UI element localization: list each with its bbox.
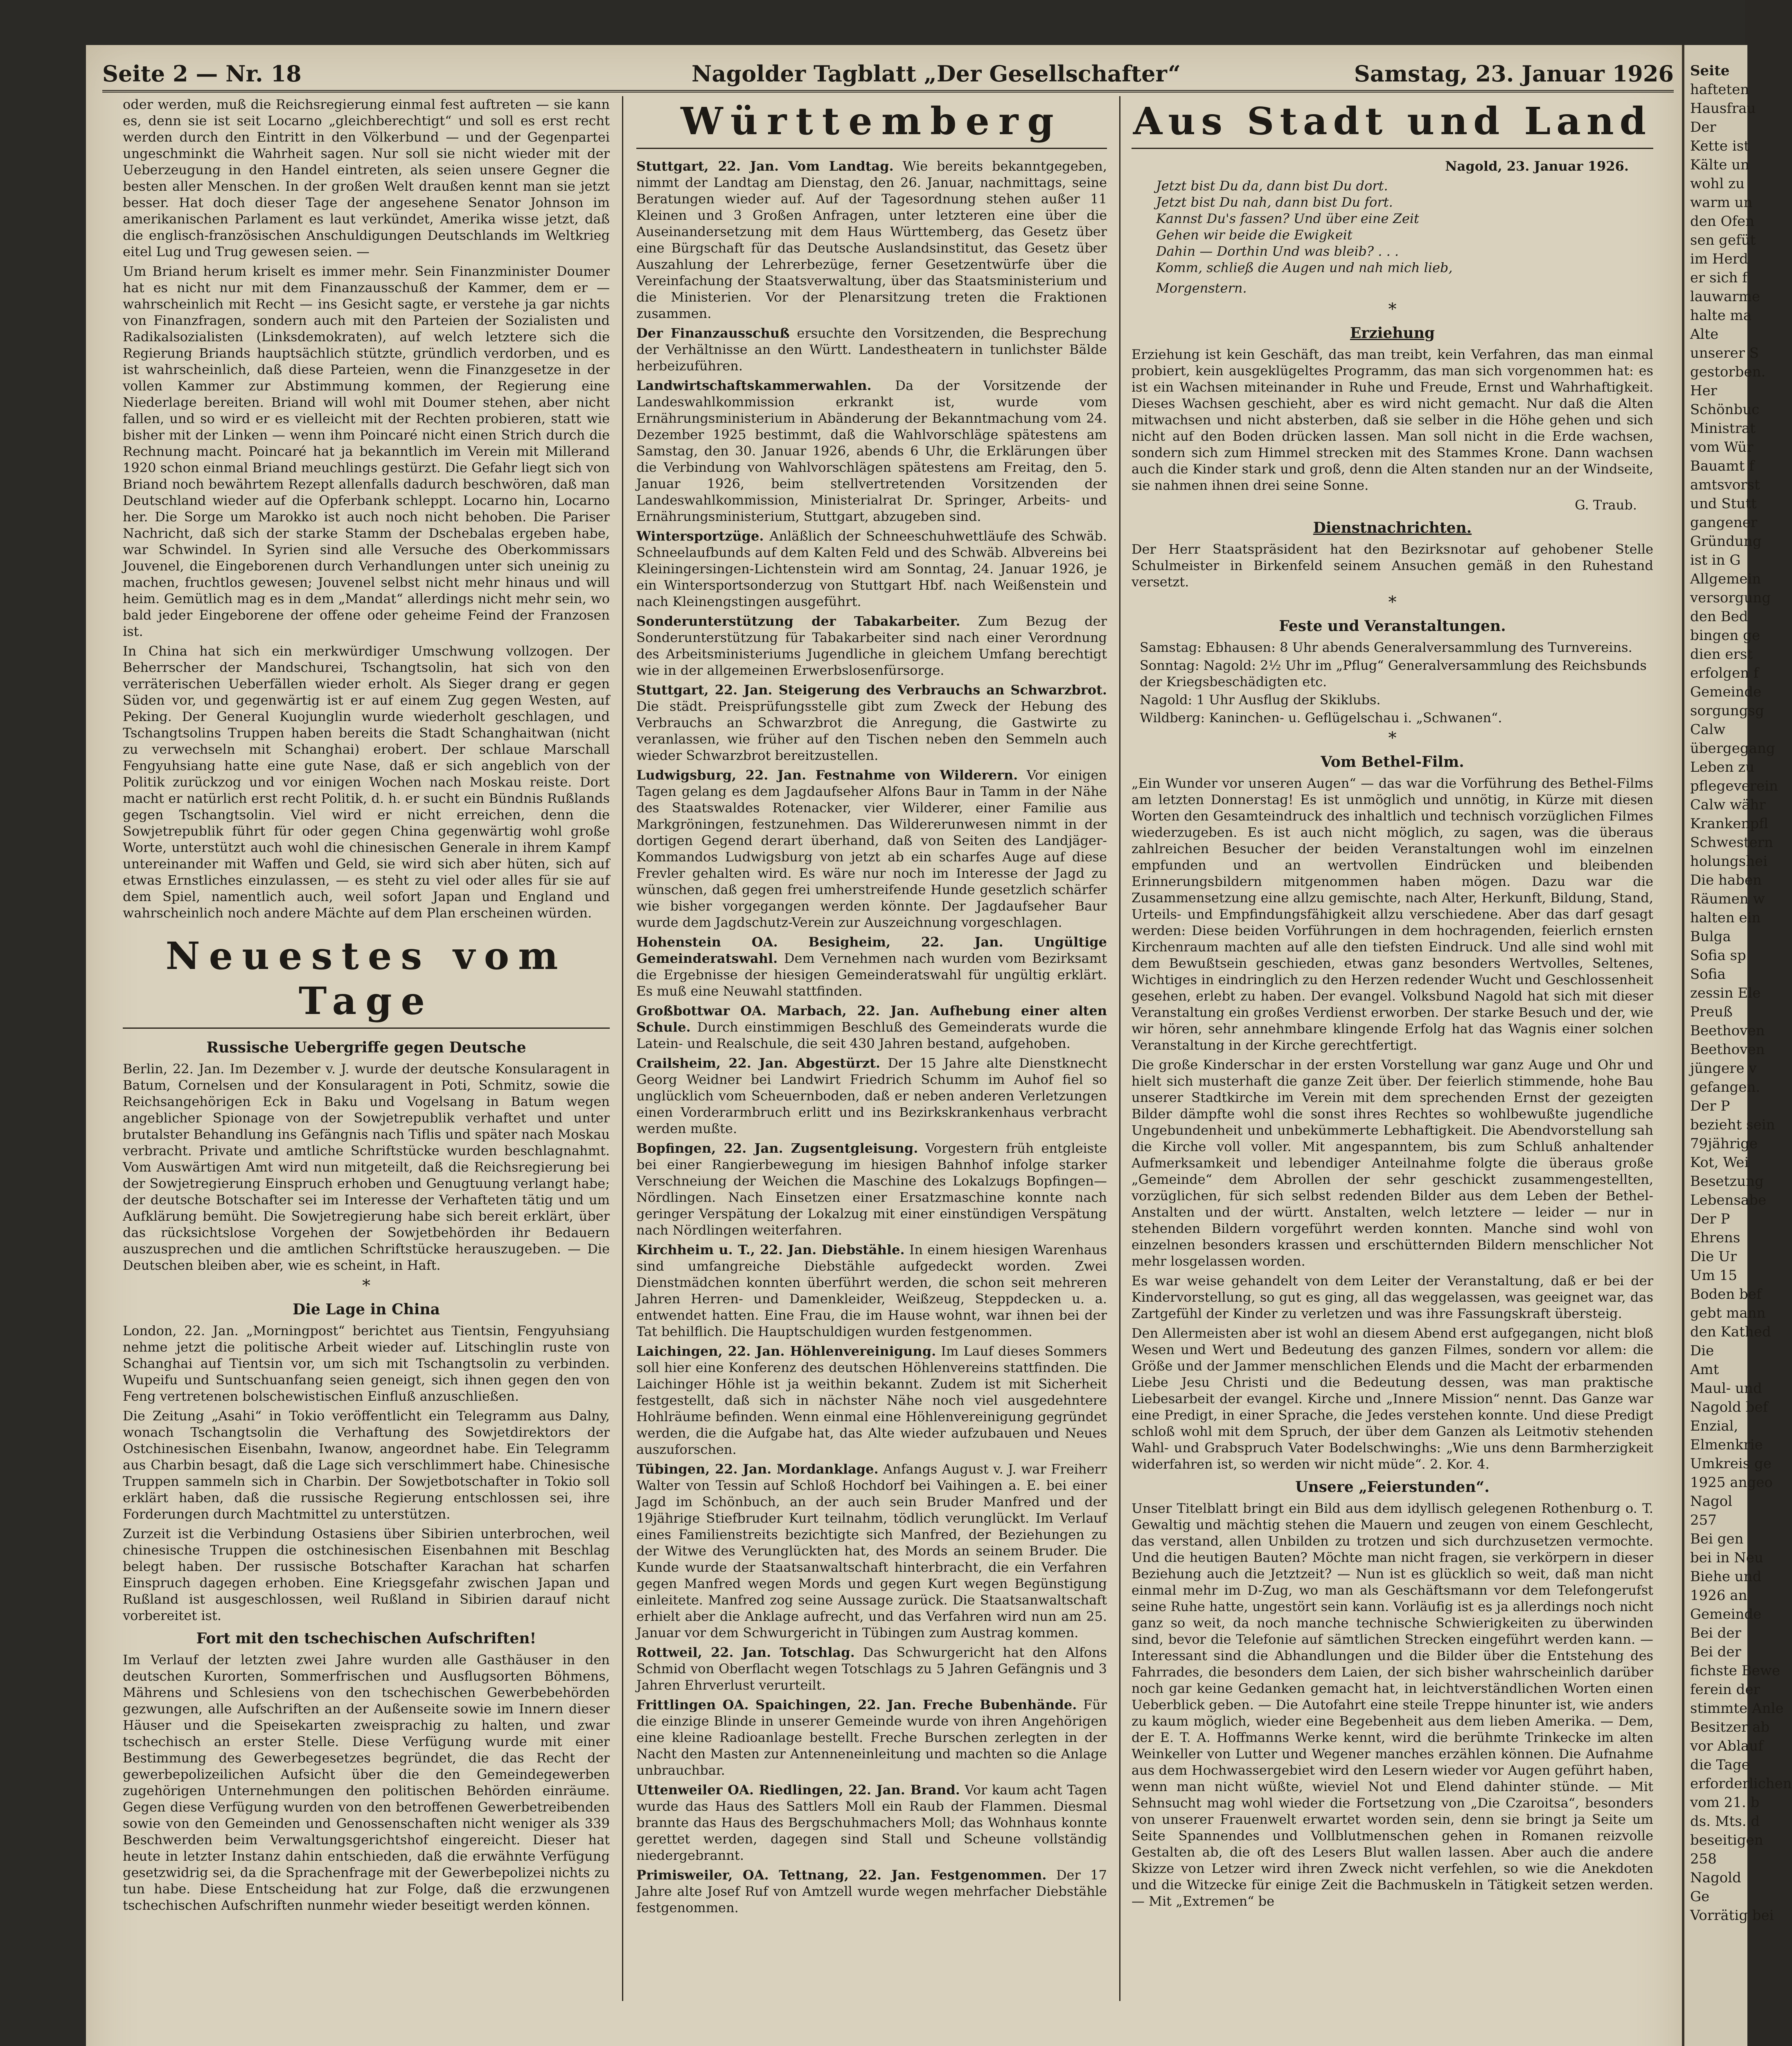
adjacent-page-fragment: den Ofen — [1690, 213, 1755, 230]
adjacent-page-fragment: versorgung — [1690, 590, 1771, 606]
adjacent-page-fragment: Allgemein — [1690, 571, 1761, 587]
news-item-text: Der 15 Jahre alte Dienstknecht Georg Weidner bei Landwirt Friedrich Schumm im Auhof fiel so unglücklich vom Scheuernboden, daß er neben anderen Verletzungen einen Vorderarmbruch erlitt und ins Bezirkskrankenhaus verbracht werden mußte. — [636, 1055, 1107, 1136]
news-item-dateline: Hohenstein OA. Besigheim, 22. Jan. Ungültige Gemeinderatswahl. — [636, 934, 1107, 966]
adjacent-page-fragment: Der — [1690, 119, 1716, 135]
article-russian — [123, 1061, 610, 1273]
adjacent-page-fragment: Räumen w — [1690, 891, 1765, 907]
news-item — [636, 613, 1107, 678]
news-item-dateline: Der Finanzausschuß — [636, 325, 790, 341]
news-item — [636, 1461, 1107, 1641]
adjacent-page-fragment: Alte — [1690, 326, 1719, 343]
adjacent-page-fragment: er sich f — [1690, 270, 1747, 286]
adjacent-page-fragment: halte ma — [1690, 307, 1752, 324]
news-item-text: Das Schwurgericht hat den Alfons Schmid von Oberflacht wegen Totschlags zu 5 Jahren Gefängnis und 3 Jahren Ehrverlust verurteilt. — [636, 1645, 1107, 1693]
adjacent-page-fragment: Bauamt f — [1690, 458, 1754, 474]
adjacent-page-fragment: im Herd — [1690, 251, 1748, 267]
event-item: Wildberg: Kaninchen- u. Geflügelschau i. „Schwanen“. — [1140, 710, 1502, 726]
separator-asterisk: * — [1388, 729, 1397, 748]
adjacent-page-fragment: Gründung — [1690, 533, 1762, 550]
issue-date: Samstag, 23. Januar 1926 — [1354, 61, 1674, 87]
article-paragraph: Zurzeit ist die Verbindung Ostasiens über Sibirien unterbrochen, weil chinesische Truppen die ostchinesischen Eisenbahnen mit Beschlag belegt haben. Der russische Botschafter Karachan hat scharfen Einspruch dagegen erhoben. Eine Kriegsgefahr zwischen Japan und Rußland ist ausgeschlossen, weil Rußland in Sibirien darauf nicht vorbereitet ist. — [123, 1526, 610, 1623]
adjacent-page-fragment: Bei der — [1690, 1625, 1741, 1641]
dateline: Nagold, 23. Januar 1926. — [1445, 158, 1629, 174]
news-item-text: Anläßlich der Schneeschuhwettläufe des Schwäb. Schneelaufbunds auf dem Kalten Feld und des Schwäb. Albvereins bei Kleiningersingen-Lichtenstein wird am Sonntag, 24. Januar 1926, je ein Wintersportsonderzug von Stuttgart Hbf. nach Weißenstein und nach Kleinengstingen ausgeführt. — [636, 528, 1107, 609]
news-item-text: Für die einzige Blinde in unserer Gemeinde wurde von ihren Angehörigen eine kleine Radioanlage bestellt. Freche Burschen zerlegten in der Nacht den Masten zur Antenneneinleitung und machten so die Anlage unbrauchbar. — [636, 1697, 1107, 1778]
news-item-dateline: Frittlingen OA. Spaichingen, 22. Jan. Freche Bubenhände. — [636, 1697, 1077, 1713]
adjacent-page-fragment: Besetzung — [1690, 1173, 1764, 1190]
news-item-text: Wie bereits bekanntgegeben, nimmt der Landtag am Dienstag, den 26. Januar, nachmittags, seine Beratungen wieder auf. Auf der Tagesordnung stehen außer 11 Kleinen und 3 Großen Anfragen, unter letzteren eine über die Auseinandersetzung mit dem Haus Württemberg, das Gesetz über eine Bürgschaft für das Deutsche Auslandsinstitut, das Gesetz über Auszahlung der Lehrerbezüge, ferner Gesetzentwürfe über die Vereinfachung der Staatsverwaltung, über das Staatsministerium und die Ministerien. Vor der Plenarsitzung treten die Fraktionen zusammen. — [636, 158, 1107, 321]
column-2 — [636, 96, 1107, 2001]
adjacent-page-fragment: Bulga — [1690, 928, 1731, 945]
news-item — [636, 1343, 1107, 1458]
adjacent-page-fragment: bei in Neu — [1690, 1550, 1763, 1566]
article-text: Unser Titelblatt bringt ein Bild aus dem idyllisch gelegenen Rothenburg o. T. Gewaltig und mächtig stehen die Mauern und zeugen von einem Geschlecht, das verstand, allen Unbilden zu trotzen und sich durchzusetzen vermochte. Und die heutigen Bauten? Möchte man nicht fragen, sie verkörpern in dieser Beziehung auch die Jetztzeit? — Nun ist es glücklich so weit, daß man nicht einmal mehr im D-Zug, wo man als Geschäftsmann vor dem Telefongerufst seine Ruhe hatte, ungestört sein kann. Vorläufig ist es ja allerdings noch nicht ganz so weit, da noch manche technische Schwierigkeiten zu überwinden sind, bevor die Telefonie auf sämtlichen Strecken eingeführt werden kann. — Interessant sind die Abhandlungen und die Bilder über die Entstehung des Fahrrades, die besonders dem Laien, der sich bisher wahrscheinlich darüber noch gar keine Gedanken gemacht hat, in leichtverständlichen Worten einen Ueberblick geben. — Die Autofahrt eine steile Treppe hinunter ist, wie anders zu kaum möglich, wieder eine Begebenheit aus dem lieben Amerika. — Dem, der E. T. A. Hoffmanns Werke kennt, wird die berühmte Trinkecke im alten Weinkeller von Lutter und Wegener manches erzählen können. Die Aufnahme aus dem Hochwassergebiet wird den Lesern wieder vor Augen geführt haben, wenn man nicht wüßte, wieviel Not und Elend dahinter stünde. — Mit Sehnsucht mag wohl wieder die Fortsetzung von „Die Czaroitsa“, besonders von unserer Frauenwelt erwartet worden sein, denn sie bringt ja Seite um Seite Spannendes und Vollblutmenschen gehen in Romanen reizvolle Gestalten ab, die oft des Lesers Blut wallen lassen. Aber auch die andere Skizze von Letzer wird ihren Zweck nicht verfehlen, so wie die Anekdoten und die Witzecke für einige Zeit die Bachmuskeln in Tätigkeit setzen werden. — Mit „Extremen“ be — [1132, 1501, 1653, 1909]
news-item — [636, 1697, 1107, 1778]
adjacent-page-fragment: Elmenkrie — [1690, 1437, 1763, 1453]
adjacent-page-fragment: Lebensabe — [1690, 1192, 1767, 1208]
adjacent-page-fragment: Die Ur — [1690, 1248, 1737, 1265]
news-item-text: Der 17 Jahre alte Josef Ruf von Amtzell wurde wegen mehrfacher Diebstähle festgenommen. — [636, 1867, 1107, 1915]
news-item — [636, 1867, 1107, 1916]
adjacent-page-fragment: pflegeverein — [1690, 778, 1778, 794]
adjacent-page-fragment: Gemeinde — [1690, 1606, 1762, 1622]
adjacent-page-fragment: bezieht sein — [1690, 1117, 1775, 1133]
news-item-text: Da der Vorsitzende der Landeswahlkommission erkrankt ist, wurde vom Ernährungsministerium in Abänderung der Bekanntmachung vom 24. Dezember 1925 bestimmt, daß die Wahlvorschläge spätestens am Samstag, den 30. Januar 1926, abends 6 Uhr, die Erklärungen über die Verbindung von Wahlvorschlägen spätestens am Freitag, den 5. Januar 1926, beim stellvertretenden Vorsitzenden der Landeswahlkommission, Ministerialrat Dr. Springer, Arbeits- und Ernährungsministerium, Stuttgart, abzugeben sind. — [636, 378, 1107, 524]
section-title-neuestes: Neuestes vom Tage — [123, 933, 610, 1029]
poem-line: Gehen wir beide die Ewigkeit — [1156, 227, 1352, 243]
poem-line: Kannst Du's fassen? Und über eine Zeit — [1156, 211, 1419, 226]
adjacent-page-fragment: Sofia — [1690, 966, 1726, 982]
adjacent-page-fragment: Kälte un — [1690, 157, 1749, 173]
news-item — [636, 682, 1107, 764]
news-item-dateline: Landwirtschaftskammerwahlen. — [636, 378, 872, 393]
adjacent-page-fragment: Der P — [1690, 1098, 1730, 1114]
adjacent-page-fragment: zessin Ele — [1690, 985, 1761, 1001]
news-item-text: In einem hiesigen Warenhaus sind umfangreiche Diebstähle aufgedeckt worden. Zwei Dienstmädchen konnten überführt werden, die schon seit mehreren Jahren Herren- und Damenkleider, Weißzeug, Steppdecken u. a. entwendet hatten. Eine Frau, die im Hause wohnt, war ihnen bei der Tat behilflich. Die Hauptschuldigen wurden festgenommen. — [636, 1242, 1107, 1339]
adjacent-page-fragment: hafteten — [1690, 81, 1749, 98]
news-item-dateline: Stuttgart, 22. Jan. Steigerung des Verbrauchs an Schwarzbrot. — [636, 682, 1107, 698]
adjacent-page-fragment: 1926 an — [1690, 1587, 1747, 1604]
page-number: Seite 2 — Nr. 18 — [102, 61, 302, 87]
article-paragraph: Um Briand herum kriselt es immer mehr. Sein Finanzminister Doumer hat es nicht nur mit dem Finanzausschuß der Kammer, dem er — wahrscheinlich mit Recht — ins Gesicht sagte, er verstehe ja gar nichts von Finanzfragen, sondern auch mit den Parteien der Sozialisten und Radikalsozialisten (Linksdemokraten), auf welch letztere sich die Regierung Briands hauptsächlich stützte, gründlich verdorben, und es ist wahrscheinlich, daß diese Parteien, wenn die Finanzgesetze in der vollen Kammer zur Abstimmung kommen, der Regierung eine Niederlage bereiten. Briand will wohl mit Doumer stehen, aber nicht fallen, und so wird er es vielleicht mit der Rechten probieren, statt wie bisher mit der Linken — wenn ihm Poincaré nicht einen Strich durch die Rechnung macht. Poincaré hat ja bekanntlich im Verein mit Millerand 1920 schon einmal Briand meuchlings gestürzt. Die Gefahr liegt sich von Briand noch bewährtem Rezept allenfalls dadurch beschwören, daß man Deutschland wieder auf die Opferbank schleppt. Locarno hin, Locarno her. Die Sorge um Marokko ist auch noch nicht behoben. Die Pariser Nachricht, daß sich der starke Stamm der Dschebalas ergeben habe, war Schwindel. In Syrien sind alle Versuche des Oberkommissars Jouvenel, die Eingeborenen durch Verhandlungen unter sich uneinig zu machen, fruchtlos gewesen; Jouvenel selbst nicht mehr hinaus und will heim. Gemütlich mag es in dem „Mandat“ allerdings nicht mehr sein, wo bald jeder Eingeborene der offene oder geheime Feind der Franzosen ist. — [123, 264, 610, 639]
adjacent-page-fragment: bingen ge — [1690, 627, 1760, 644]
page-header — [102, 57, 1674, 92]
adjacent-page-fragment: erfolgen f — [1690, 665, 1759, 681]
adjacent-page-fragment: Bei der — [1690, 1644, 1741, 1660]
adjacent-page-fragment: Krankenpfl — [1690, 816, 1768, 832]
adjacent-page-fragment: halten ein — [1690, 910, 1761, 926]
article-paragraph: Die Zeitung „Asahi“ in Tokio veröffentlicht ein Telegramm aus Dalny, wonach Tschangtsolin die Verhaftung des Sowjetdirektors der Ostchinesischen Eisenbahn, Iwanow, angeordnet habe. Ein Telegramm aus Charbin besagt, daß die Lage sich verschlimmert habe. Chinesische Truppen sammeln sich in Charbin. Der Sowjetbotschafter in Tokio soll erklärt haben, daß die russische Regierung entschlossen sei, ihre Forderungen durch Machtmittel zu unterstützen. — [123, 1408, 610, 1522]
adjacent-page-fragment: vom 21. b — [1690, 1794, 1760, 1811]
adjacent-page-fragment: Nagold — [1690, 1870, 1741, 1886]
section-title-stadt-land: Aus Stadt und Land — [1132, 99, 1653, 149]
news-item-dateline: Sonderunterstützung der Tabakarbeiter. — [636, 613, 960, 629]
column-rule — [622, 96, 623, 2001]
separator-asterisk: * — [1388, 300, 1397, 319]
adjacent-page-fragment: ist in G — [1690, 552, 1741, 568]
editorial-intro — [123, 96, 610, 921]
adjacent-page-fragment: warm un — [1690, 194, 1753, 211]
adjacent-page-fragment: Die haben — [1690, 872, 1762, 888]
article-paragraph: Es war weise gehandelt von dem Leiter der Veranstaltung, daß er bei der Kindervorstellung, so gut es ging, all das weggelassen, was geeignet war, das Zartgefühl der Kinder zu verletzen und was ihre Fassungskraft übersteig. — [1132, 1273, 1653, 1321]
adjacent-page-fragment: Enzial, — [1690, 1418, 1738, 1434]
news-item-dateline: Stuttgart, 22. Jan. Vom Landtag. — [636, 158, 894, 174]
news-item-dateline: Ludwigsburg, 22. Jan. Festnahme von Wilderern. — [636, 767, 1018, 783]
news-item — [636, 1242, 1107, 1340]
article-heading: Unsere „Feierstunden“. — [1295, 1478, 1490, 1496]
adjacent-page-fragment: Ministrat — [1690, 420, 1756, 437]
event-item: Nagold: 1 Uhr Ausflug der Skiklubs. — [1140, 692, 1381, 708]
news-item — [636, 767, 1107, 931]
adjacent-page-fragment: beseitigen — [1690, 1832, 1763, 1848]
adjacent-page-fragment: amtsvorst — [1690, 477, 1760, 493]
event-list — [1140, 639, 1653, 726]
news-item-dateline: Laichingen, 22. Jan. Höhlenvereinigung. — [636, 1343, 936, 1359]
article-heading: Feste und Veranstaltungen. — [1279, 617, 1506, 635]
article-paragraph: Berlin, 22. Jan. Im Dezember v. J. wurde der deutsche Konsularagent in Batum, Cornelsen und der Konsularagent in Poti, Schmitz, sowie die Reichsangehörigen Eck in Baku und Vogelsang in Batum wegen angeblicher Spionage von der Sowjetrepublik verhaftet und unter brutalster Behandlung ins Gefängnis nach Tiflis und später nach Moskau verbracht. Private und amtliche Schriftstücke wurden beschlagnahmt. Vom Auswärtigen Amt wird nun mitgeteilt, daß die Reichsregierung bei der Sowjetregierung Einspruch erhoben und Genugtuung verlangt habe; der deutsche Botschafter sei im Interesse der Verhafteten tätig und um Aufklärung bemüht. Die Sowjetregierung habe sich bereit erklärt, über das rücksichtslose Vorgehen der Sowjetbehörden ihr Bedauern auszusprechen und die amtlichen Schriftstücke herauszugeben. — Die Deutschen bleiben aber, wie es scheint, in Haft. — [123, 1061, 610, 1273]
adjacent-page-fragment: Amt — [1690, 1361, 1719, 1378]
adjacent-page-fragment: Ge — [1690, 1888, 1710, 1905]
adjacent-page-fragment: lauwarme — [1690, 288, 1760, 305]
news-item — [636, 1782, 1107, 1863]
adjacent-page-fragment: Nagold bef — [1690, 1399, 1768, 1415]
column-1 — [123, 96, 610, 2001]
article-paragraph: London, 22. Jan. „Morningpost“ berichtet aus Tientsin, Fengyuhsiang nehme jetzt die politische Arbeit wieder auf. Litschinglin ruste von Schanghai auf Tientsin vor, um sich mit Tschangtsolin zu verbinden. Wupeifu und Suntschuanfang seien geneigt, sich ihnen gegen den von Feng vertretenen bolschewistischen Einfluß anzuschließen. — [123, 1323, 610, 1404]
adjacent-page-fragment: Schwestern — [1690, 834, 1773, 851]
poem-line: Jetzt bist Du nah, dann bist Du fort. — [1156, 194, 1393, 210]
adjacent-page-fragment: Leben zu — [1690, 759, 1755, 775]
article-paragraph: Den Allermeisten aber ist wohl an diesem Abend erst aufgegangen, nicht bloß Wesen und Wert und Bedeutung des ganzen Filmes, sondern vor allem: die Größe und der Jammer menschlichen Elends und die Macht der erbarmenden Liebe Jesu Christi und die Bedeutung dessen, was man praktische Liebesarbeit der evangel. Kirche und „Innere Mission“ nennt. Das Ganze war eine Predigt, in einer Sprache, die Jedes verstehen konnte. Und diese Predigt schloß wohl mit dem Spruch, der über dem Ganzen als Leitmotiv stehenden Wahl- und Grabspruch Vater Bodelschwinghs: „Wie uns denn Barmherzigkeit widerfahren ist, so werden wir nicht müde“. 2. Kor. 4. — [1132, 1325, 1653, 1472]
article-text: Erziehung ist kein Geschäft, das man treibt, kein Verfahren, das man einmal probiert, kein ausgeklügeltes Programm, das man sich vorgenommen hat: es ist ein Wachsen miteinander in Ruhe und Freude, Ernst und Wahrhaftigkeit. Dieses Wachsen geschieht, aber es wird nicht gemacht. Nur daß die Alten mitwachsen und nicht absterben, daß sie selber in die Höhe gehen und sich nicht auf den Boden drücken lassen. Man soll nicht in die Erde wachsen, sondern sich zum Himmel strecken mit des Stammes Krone. Dann wachsen auch die Kinder stark und groß, denn die Alten standen nur an der Windseite, sie nahmen ihnen drei seine Sonne. — [1132, 347, 1653, 493]
adjacent-page-fragment: Sofia sp — [1690, 947, 1746, 964]
adjacent-page-fragment: vor Ablauf — [1690, 1738, 1763, 1754]
event-item: Sonntag: Nagold: 2½ Uhr im „Pflug“ Generalversammlung des Reichsbunds der Kriegsbeschädigten etc. — [1140, 658, 1647, 690]
column-rule — [1119, 96, 1120, 2001]
adjacent-page-fragment: ds. Mts. d — [1690, 1813, 1760, 1830]
news-item — [636, 528, 1107, 610]
article-heading: Die Lage in China — [293, 1301, 440, 1318]
article-china — [123, 1323, 610, 1624]
adjacent-page-fragment: Umkreis ge — [1690, 1456, 1772, 1472]
adjacent-page-fragment: ferein der — [1690, 1681, 1760, 1698]
adjacent-page-fragment: Um 15 — [1690, 1267, 1737, 1284]
newspaper-title: Nagolder Tagblatt „Der Gesellschafter“ — [692, 61, 1181, 87]
news-item — [636, 325, 1107, 374]
poem-line: Jetzt bist Du da, dann bist Du dort. — [1156, 178, 1388, 194]
news-item-text: Anfangs August v. J. war Freiherr Walter von Tessin auf Schloß Hochdorf bei Vaihingen a. E. bei einer Jagd im Schönbuch, an der auch sein Bruder Manfred und der 19jährige Stiefbruder Kurt teilnahm, tödlich verunglückt. Im Verlauf eines Familienstreits bezichtigte sich Manfred, der Beziehungen zu der Witwe des Verunglückten hat, des Mords an seinem Bruder. Die Kunde wurde der Staatsanwaltschaft hinterbracht, die ein Verfahren gegen Manfred wegen Mords und gegen Kurt wegen Begünstigung einleitete. Manfred zog seine Aussage zurück. Die Staatsanwaltschaft erhielt aber die Anklage aufrecht, und das Verfahren wird nun am 25. Januar vor dem Schwurgericht in Tübingen zum Austrag kommen. — [636, 1461, 1107, 1640]
article-heading: Russische Uebergriffe gegen Deutsche — [206, 1039, 526, 1056]
adjacent-page-fragment: Calw währ — [1690, 797, 1766, 813]
adjacent-page-text — [1684, 80, 1792, 1925]
adjacent-page-fragment: sen gefüt — [1690, 232, 1756, 248]
adjacent-page-fragment: Hausfrau — [1690, 100, 1756, 117]
news-item-dateline: Tübingen, 22. Jan. Mordanklage. — [636, 1461, 879, 1477]
adjacent-page-fragment: Schönbuc — [1690, 401, 1760, 418]
article-paragraph: Im Verlauf der letzten zwei Jahre wurden alle Gasthäuser in den deutschen Kurorten, Sommerfrischen und Ausflugsorten Böhmens, Mährens und Schlesiens von den tschechischen Gewerbebehörden gezwungen, alle Aufschriften an der Außenseite sowie im Innern dieser Häuser und die Speisekarten zweisprachig zu halten, und zwar tschechisch an erster Stelle. Diese Verfügung wurde mit einer Bestimmung des Gewerbegesetzes begründet, die das Recht der gewerbepolizeilichen Aufsicht über die den Gemeindegewerben zugehörigen Unternehmungen den politischen Behörden einräume. Gegen diese Verfügung wurden von den betroffenen Gewerbetreibenden sowie von den Gemeinden und Genossenschaften nicht weniger als 339 Beschwerden beim Verwaltungsgerichtshof eingereicht. Dieser hat heute in letzter Instanz dahin entschieden, daß die erwähnte Verfügung gesetzwidrig sei, da die Sprachenfrage mit der Gewerbepolizei nichts zu tun habe. Diese Entscheidung hat zur Folge, daß die erzwungenen tschechischen Aufschriften nunmehr wieder beseitigt werden können. — [123, 1652, 610, 1913]
news-item-dateline: Rottweil, 22. Jan. Totschlag. — [636, 1645, 855, 1660]
article-paragraph: „Ein Wunder vor unseren Augen“ — das war die Vorführung des Bethel-Films am letzten Donnerstag! Es ist unmöglich und unnötig, in Kürze mit diesen Worten den Gesamteindruck des inhaltlich und technisch vorzüglichen Filmes wiederzugeben. Es ist auch nicht möglich, zu sagen, was die überaus zahlreichen Besucher der beiden Veranstaltungen wohl im einzelnen empfunden und an wertvollen Eindrücken und bleibenden Erinnerungsbildern mitgenommen haben mögen. Dazu war die Zusammensetzung eine allzu gemischte, nach Alter, Herkunft, Bildung, Stand, Urteils- und Empfindungsfähigkeit allzu verschiedene. Aber das darf gesagt werden: Diese beiden Vorführungen in dem hochragenden, feierlich ernsten Kirchenraum machten auf alle den tiefsten Eindruck. Und alle sind wohl mit dem Bewußtsein geschieden, etwas ganz besonders Wertvolles, Seltenes, Wichtiges in eindringlich zu den Herzen redender Wucht und Geschlossenheit gesehen, erlebt zu haben. Der evangel. Volksbund Nagold hat sich mit dieser Veranstaltung ein großes Verdienst erworben. Der starke Besuch und der, wie wir hören, sehr annehmbare klingende Erfolg hat das Wagnis einer solchen Veranstaltung in der Kirche gerechtfertigt. — [1132, 775, 1653, 1053]
news-item-text: Zum Bezug der Sonderunterstützung für Tabakarbeiter sind nach einer Verordnung des Arbeitsministeriums Jugendliche in gleichem Umfang berechtigt wie in der allgemeinen Erwerbslosenfürsorge. — [636, 613, 1107, 678]
adjacent-page-fragment: stimmte Anle — [1690, 1700, 1784, 1717]
adjacent-page-fragment: den Kathed — [1690, 1324, 1771, 1340]
adjacent-page-fragment: fichste Bewe — [1690, 1663, 1780, 1679]
news-item — [636, 1140, 1107, 1238]
adjacent-page-fragment: die Tage — [1690, 1757, 1750, 1773]
news-item — [636, 1003, 1107, 1052]
adjacent-page-fragment: erforderlichen — [1690, 1776, 1792, 1792]
adjacent-page-strip — [1682, 45, 1792, 2046]
article-heading: Fort mit den tschechischen Aufschriften! — [196, 1630, 536, 1647]
adjacent-page-fragment: Besitzer ab — [1690, 1719, 1770, 1735]
adjacent-page-fragment: holungshei — [1690, 853, 1768, 870]
adjacent-page-fragment: Die — [1690, 1343, 1714, 1359]
adjacent-page-fragment: Boden bef — [1690, 1286, 1762, 1302]
adjacent-page-fragment: unserer S — [1690, 345, 1759, 361]
separator-asterisk: * — [1388, 593, 1397, 612]
article-bethel — [1132, 775, 1653, 1472]
news-item-text: Dem Vernehmen nach wurden vom Bezirksamt die Ergebnisse der hiesigen Gemeinderatswahl für ungültig erklärt. Es muß eine Neuwahl stattfinden. — [636, 951, 1107, 999]
news-item-text: Durch einstimmigen Beschluß des Gemeinderats wurde die Latein- und Realschule, die seit 430 Jahren bestand, aufgehoben. — [636, 1019, 1107, 1051]
adjacent-page-fragment: Vorrätig bei — [1690, 1907, 1774, 1924]
news-item-text: ersuchte den Vorsitzenden, die Besprechung der Verhältnisse an den Württ. Landestheatern in tunlichster Bälde herbeizuführen. — [636, 325, 1107, 374]
adjacent-page-fragment: gangener — [1690, 514, 1758, 531]
adjacent-page-fragment: gebt mann — [1690, 1305, 1766, 1321]
adjacent-page-fragment: übergegang — [1690, 740, 1775, 757]
poem — [1156, 178, 1653, 276]
adjacent-page-fragment: Kot, Wei — [1690, 1154, 1749, 1171]
article-text: Der Herr Staatspräsident hat den Bezirksnotar auf gehobener Stelle Schulmeister in Birkenfeld seinem Ansuchen gemäß in den Ruhestand versetzt. — [1132, 541, 1653, 590]
adjacent-page-fragment: sorgungsg — [1690, 703, 1764, 719]
adjacent-page-fragment: Preuß — [1690, 1004, 1733, 1020]
article-author: G. Traub. — [1575, 497, 1637, 513]
adjacent-page-fragment: Beethoven — [1690, 1041, 1765, 1058]
adjacent-page-fragment: den Bed — [1690, 608, 1748, 625]
news-item-dateline: Primisweiler, OA. Tettnang, 22. Jan. Festgenommen. — [636, 1867, 1047, 1883]
news-item — [636, 934, 1107, 999]
news-item-dateline: Uttenweiler OA. Riedlingen, 22. Jan. Brand. — [636, 1782, 960, 1798]
adjacent-page-fragment: dien erst — [1690, 646, 1753, 662]
poem-author: Morgenstern. — [1156, 280, 1247, 296]
adjacent-page-fragment: gefangen. — [1690, 1079, 1760, 1095]
article-heading: Dienstnachrichten. — [1313, 519, 1472, 536]
adjacent-page-fragment: und Stutt — [1690, 496, 1757, 512]
adjacent-page-fragment: Maul- und — [1690, 1380, 1762, 1397]
adjacent-page-fragment: 1925 angeo — [1690, 1474, 1773, 1491]
poem-line: Dahin — Dorthin Und was bleib? . . . — [1156, 243, 1399, 259]
news-item-text: Vor einigen Tagen gelang es dem Jagdaufseher Alfons Baur in Tamm in der Nähe des Staatswaldes Rotenacker, vier Wilderer, einer Familie aus Markgröningen, festzunehmen. Das Wildererunwesen nimmt in der dortigen Gegend derart überhand, daß von Seiten des Landjäger-Kommandos Ludwigsburg von jetzt ab ein scharfes Auge auf diese Frevler gehalten wird. Es wäre nur noch im Interesse der Jagd zu wünschen, daß gegen frei umherstreifende Hunde gesetzlich schärfer wie bisher vorgegangen werden könnte. Der Jagdaufseher Baur wurde dem Jagdschutz-Verein zur Auszeichnung vorgeschlagen. — [636, 767, 1107, 930]
adjacent-page-fragment: Bei gen — [1690, 1531, 1744, 1547]
adjacent-page-fragment: Kette ist — [1690, 138, 1749, 154]
adjacent-page-fragment: Ehrens — [1690, 1230, 1740, 1246]
news-item-text: Die städt. Preisprüfungsstelle gibt zum Zweck der Hebung des Verbrauchs an Schwarzbrot die Anregung, die Gastwirte zu veranlassen, wie früher auf den Tischen neben den Semmeln auch wieder Schwarzbrot bereitzustellen. — [636, 699, 1107, 763]
adjacent-page-fragment: Biehe und — [1690, 1568, 1762, 1585]
news-item-text: Vor kaum acht Tagen wurde das Haus des Sattlers Moll ein Raub der Flammen. Diesmal brannte das Haus des Bergschuhmachers Moll; das Wohnhaus konnte gerettet werden, dagegen sind Stall und Scheune vollständig niedergebrannt. — [636, 1782, 1107, 1863]
article-heading: Vom Bethel-Film. — [1321, 753, 1464, 771]
news-item-text: Vorgestern früh entgleiste bei einer Rangierbewegung im hiesigen Bahnhof infolge starker Verschneiung der Weichen die Maschine des Lokalzugs Bopfingen—Nördlingen. Nach Einsetzen einer Ersatzmaschine konnte nach geringer Verspätung der Lokalzug mit einer einstündigen Verspätung nach Nördlingen weiterfahren. — [636, 1140, 1107, 1238]
adjacent-page-fragment: vom Wür — [1690, 439, 1754, 455]
poem-line: Komm, schließ die Augen und nah mich lieb, — [1156, 260, 1453, 275]
article-paragraph: In China hat sich ein merkwürdiger Umschwung vollzogen. Der Beherrscher der Mandschurei, Tschangtsolin, hat sich von den verräterischen Ueberfällen wieder erholt. Als Sieger drang er gegen Süden vor, und gegenwärtig ist er auf einem Zug gegen Westen, auf Peking. Der General Kuojunglin wurde wiederholt geschlagen, und Tschangtsolins Truppen haben bereits die Stadt Schanghaitwan (nicht zu verwechseln mit Schanghai) erobert. Der schlaue Marschall Fengyuhsiang hatte eine gute Nase, daß er sich angeblich von der Politik zurückzog und vor einigen Wochen nach Moskau reiste. Dort macht er natürlich erst recht Politik, d. h. er sucht ein Bündnis Rußlands gegen Tschangtsolin. Viel wird er nicht erreichen, denn die Sowjetrepublik führt für oder gegen China gegenwärtig wohl große Worte, unterstützt auch wohl die chinesischen Generale in ihrem Kampf untereinander mit Waffen und Geld, sie wird sich aber hüten, sich auf etwas Ernstliches einzulassen, — es steht zu viel oder alles für sie auf dem Spiel, namentlich auch, weil sofort Japan und England und wahrscheinlich noch andere Mächte auf dem Plan erscheinen würden. — [123, 643, 610, 921]
adjacent-page-fragment: Nagol — [1690, 1493, 1733, 1510]
news-item-dateline: Kirchheim u. T., 22. Jan. Diebstähle. — [636, 1242, 905, 1257]
news-item — [636, 158, 1107, 322]
news-item — [636, 1644, 1107, 1693]
regional-news-list — [636, 158, 1107, 1916]
separator-asterisk: * — [362, 1276, 370, 1295]
adjacent-page-fragment: Calw — [1690, 721, 1726, 738]
article-czech — [123, 1652, 610, 1913]
article-paragraph: Die große Kinderschar in der ersten Vorstellung war ganz Auge und Ohr und hielt sich musterhaft die ganze Zeit über. Der feierlich stimmende, hohe Bau unserer Stadtkirche im Verein mit dem sprechenden Ernst der gezeigten Bilder dämpfte wohl die sonst ihres Rechtes so wohlbewußte jugendliche Ungebundenheit und unbekümmerte Lebhaftigkeit. Die Abendvorstellung sah die Kirche voll voller. Mit angespanntem, bis zum Schluß anhaltender Aufmerksamkeit und lebendiger Anteilnahme folgte die überaus große „Gemeinde“ dem Abrollen der sehr geschickt zusammengestellten, vorzüglichen, für sich selbst redenden Bilder aus dem Leben der Bethel-Anstalten und der württ. Anstalten, welch letztere — leider — nur in stehenden Bildern vorgeführt werden konnten. Manche sind wohl von einzelnen besonders krassen und erschütternden Bildern menschlicher Not mehr losgelassen worden. — [1132, 1057, 1653, 1269]
adjacent-page-fragment: gestorben. — [1690, 364, 1766, 380]
news-item — [636, 1055, 1107, 1137]
adjacent-page-fragment: 257 — [1690, 1512, 1717, 1528]
news-item-dateline: Crailsheim, 22. Jan. Abgestürzt. — [636, 1055, 881, 1071]
adjacent-page-fragment: 79jährige — [1690, 1136, 1758, 1152]
section-title-wuerttemberg: Württemberg — [636, 99, 1107, 149]
adjacent-page-fragment: Gemeinde — [1690, 684, 1762, 700]
article-paragraph: oder werden, muß die Reichsregierung einmal fest auftreten — sie kann es, denn sie ist seit Locarno „gleichberechtigt“ und soll es erst recht werden durch den Eintritt in den Völkerbund — und der Gegenpartei ungeschminkt die Wahrheit sagen. Nur soll sie nicht wieder mit der Ueberzeugung in den Handel eintreten, als seien unsere Gegner die besten aller Menschen. In der großen Welt draußen kennt man sie jetzt besser. Hat doch dieser Tage der angesehene Senator Johnson im amerikanischen Parlament es laut verkündet, Amerika wisse jetzt, daß die englisch-französischen Anschuldigungen Deutschlands im Weltkrieg eitel Lug und Trug gewesen seien. — — [123, 97, 610, 259]
next-page-header: Seite — [1690, 63, 1730, 79]
column-3 — [1132, 96, 1653, 2001]
event-item: Samstag: Ebhausen: 8 Uhr abends Generalversammlung des Turnvereins. — [1140, 640, 1632, 655]
news-item-dateline: Großbottwar OA. Marbach, 22. Jan. Aufhebung einer alten Schule. — [636, 1003, 1107, 1035]
adjacent-page-fragment: Beethoven — [1690, 1023, 1765, 1039]
adjacent-page-fragment: Der P — [1690, 1211, 1730, 1227]
news-item — [636, 377, 1107, 525]
news-item-dateline: Wintersportzüge. — [636, 528, 764, 544]
adjacent-page-fragment: Her — [1690, 383, 1718, 399]
adjacent-page-fragment: 258 — [1690, 1851, 1717, 1867]
article-heading: Erziehung — [1350, 324, 1435, 342]
adjacent-page-fragment: jüngere v — [1690, 1060, 1757, 1077]
news-item-dateline: Bopfingen, 22. Jan. Zugsentgleisung. — [636, 1140, 918, 1156]
news-item-text: Im Lauf dieses Sommers soll hier eine Konferenz des deutschen Höhlenvereins stattfinden. Die Laichinger Höhle ist ja weithin bekannt. Zudem ist mit Sicherheit festgestellt, daß sich in nächster Nähe noch viel ausgedehntere Hohlräume befinden. Wenn einmal eine Höhlenvereinigung gegründet werden, die die Aufgabe hat, das Alte wieder aufzubauen und Neues auszuforschen. — [636, 1343, 1107, 1457]
adjacent-page-fragment: wohl zu — [1690, 176, 1745, 192]
